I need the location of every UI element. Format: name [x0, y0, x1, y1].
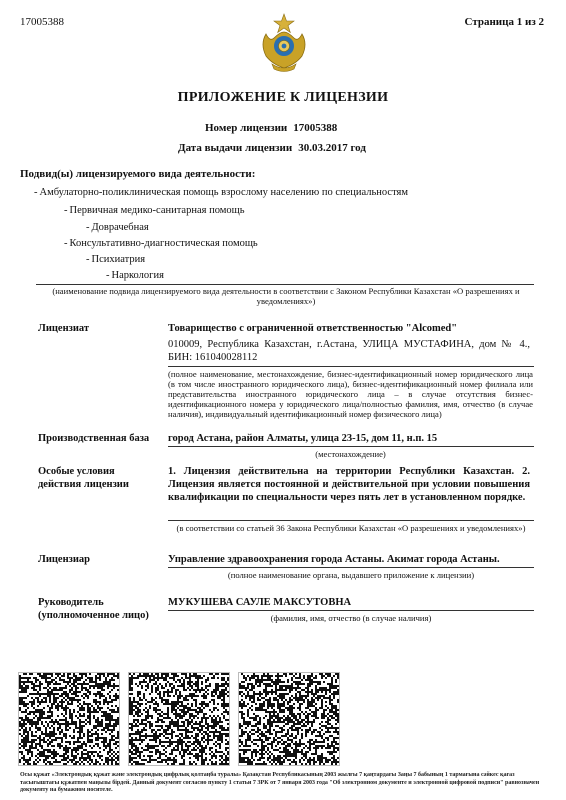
licensor-label: Лицензиар: [38, 554, 90, 565]
subtype-item: - Наркология: [106, 270, 164, 281]
subtype-item: - Амбулаторно-поликлиническая помощь взрослому населению по специальностям: [34, 187, 409, 198]
qr-code: [18, 672, 120, 766]
subtypes-note: (наименование подвида лицензируемого вида деятельности в соответствии с Законом Республики Казахстан «О разрешениях и уведомлениях»): [52, 286, 520, 306]
divider: [36, 284, 534, 285]
license-date: 30.03.2017 год: [298, 142, 366, 154]
document-number: 17005388: [20, 16, 64, 28]
subtype-item: - Консультативно-диагностическая помощь: [64, 238, 258, 249]
special-conditions-value: 1. Лицензия действительна на территории Республики Казахстан. 2. Лицензия является постоянной и действительной при условии повышения квалификации по специальности через пять лет в установленном порядке.: [168, 466, 530, 503]
license-number-label: Номер лицензии: [205, 122, 288, 134]
head-label: Руководитель (уполномоченное лицо): [38, 597, 149, 621]
subtype-item: - Психиатрия: [86, 254, 146, 265]
subtypes-heading: Подвид(ы) лицензируемого вида деятельности:: [20, 168, 256, 180]
divider: [168, 567, 534, 568]
special-conditions-label: Особые условия действия лицензии: [38, 466, 129, 490]
subtype-item: - Доврачебная: [86, 222, 149, 233]
qr-code: [128, 672, 230, 766]
qr-code: [238, 672, 340, 766]
licensee-note: (полное наименование, местонахождение, бизнес-идентификационный номер юридического лица (в том числе иностранного юридического лица), бизнес-идентификационный номер филиала или представительства иностранного юридического лица – в случае отсутствия бизнес-идентификационного номера у юридического лица/полностью фамилия, имя, отчество (в случае наличия), индивидуальный идентификационный номер физического лица): [168, 369, 533, 419]
licensee-label: Лицензиат: [38, 323, 90, 334]
divider: [168, 366, 534, 367]
head-value: МУКУШЕВА САУЛЕ МАКСУТОВНА: [168, 597, 352, 608]
footer-legal-text: Осы құжат «Электрондық құжат және электрондық цифрлық қолтаңба туралы» Қазақстан Республикасының 2003 жылғы 7 қаңтардағы Заңы 7 бабының 1 тармағына сәйкес қағаз тасығыштағы құжатпен маңызы бірдей. Данный документ согласно пункту 1 статьи 7 ЗРК от 7 января 2003 года "Об электронном документе и электронной цифровой подписи" равнозначен документу на бумажном носителе.: [20, 772, 540, 793]
production-base-value: город Астана, район Алматы, улица 23-15, дом 11, н.п. 15: [168, 433, 438, 444]
special-conditions-note: (в соответствии со статьей 36 Закона Республики Казахстан «О разрешениях и уведомлениях»): [176, 523, 526, 533]
kazakhstan-state-emblem-icon: [258, 12, 310, 74]
production-base-note: (местонахождение): [315, 449, 386, 459]
divider: [168, 610, 534, 611]
licensee-name: Товарищество с ограниченной ответственностью "Alcomed": [168, 323, 458, 334]
divider: [168, 446, 534, 447]
licensor-value: Управление здравоохранения города Астаны. Акимат города Астаны.: [168, 554, 500, 565]
licensor-note: (полное наименование органа, выдавшего приложение к лицензии): [227, 570, 475, 580]
subtype-item: - Первичная медико-санитарная помощь: [64, 205, 245, 216]
license-number: 17005388: [293, 122, 338, 134]
license-date-line: [178, 142, 366, 154]
page-title: ПРИЛОЖЕНИЕ К ЛИЦЕНЗИИ: [177, 90, 389, 105]
divider: [168, 520, 534, 521]
head-note: (фамилия, имя, отчество (в случае наличия): [270, 613, 432, 623]
page-indicator: Страница 1 из 2: [464, 16, 544, 28]
licensee-address: 010009, Республика Казахстан, г.Астана, УЛИЦА МУСТАФИНА, дом № 4., БИН: 161040028112: [168, 339, 530, 363]
production-base-label: Производственная база: [38, 433, 150, 444]
license-date-label: Дата выдачи лицензии: [178, 142, 293, 154]
license-number-line: [205, 122, 337, 134]
